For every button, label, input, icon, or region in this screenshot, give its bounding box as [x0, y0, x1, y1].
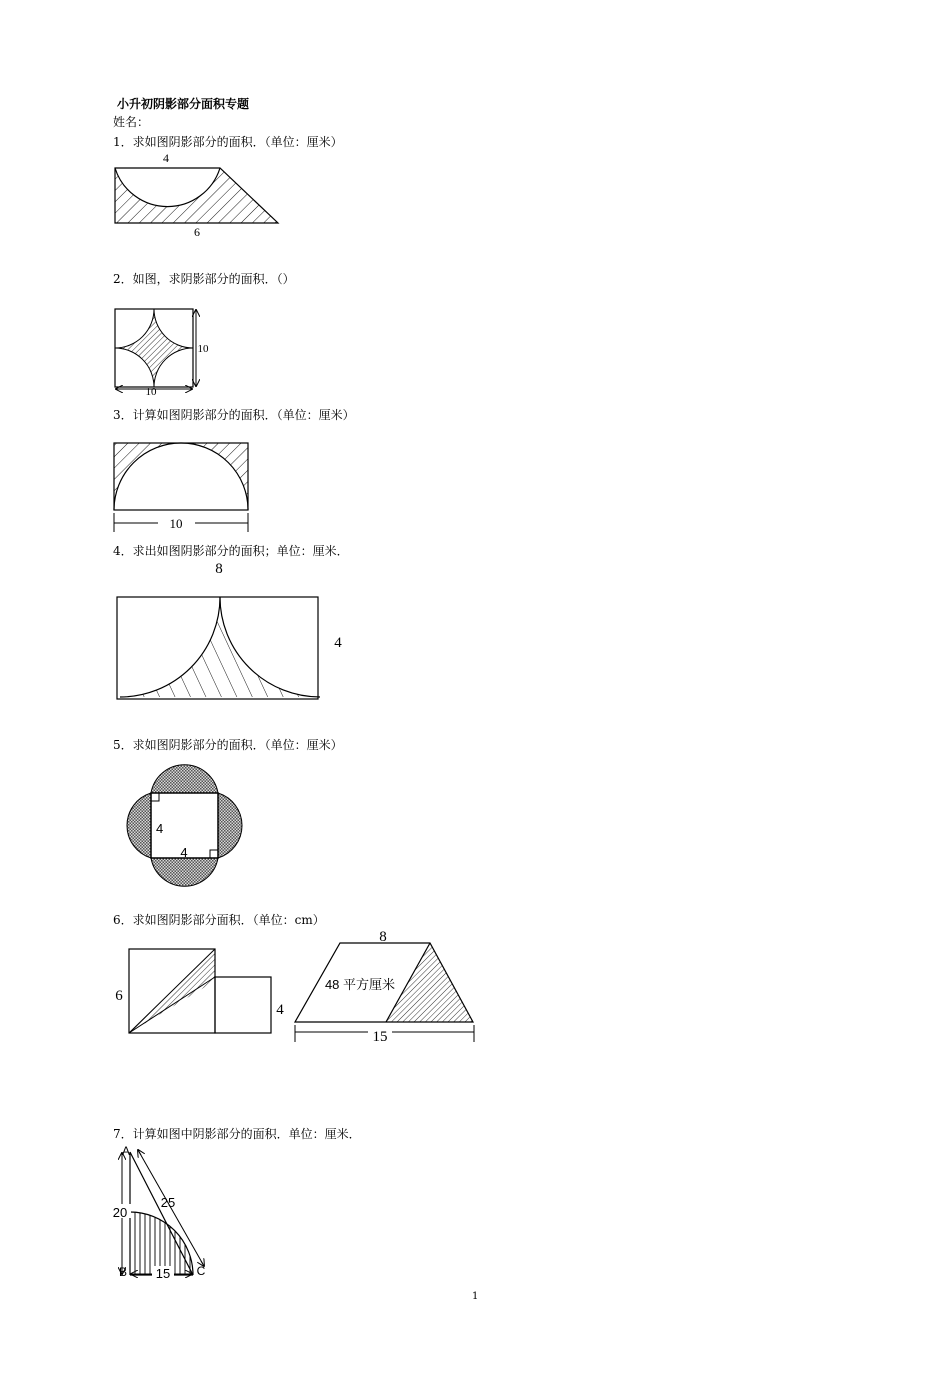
problem-3-label-bottom: 10: [169, 516, 183, 531]
problem-7-label-hyp: 25: [160, 1195, 176, 1210]
problem-4-figure: [110, 558, 360, 703]
problem-2-figure: [110, 305, 215, 400]
problem-5-text: 5．求如图阴影部分的面积．（单位：厘米）: [113, 738, 343, 752]
problem-5-figure: [110, 755, 260, 895]
problem-1-figure: [110, 150, 290, 240]
problem-4-text: 4．求出如图阴影部分的面积；单位：厘米．: [113, 544, 349, 558]
problem-5-label-left: 4: [156, 821, 164, 836]
problem-5-label-bottom: 4: [180, 845, 188, 860]
problem-1-label-bottom: 6: [194, 225, 200, 239]
problem-6-label-bottom: 15: [372, 1029, 388, 1045]
problem-2-text: 2．如图，求阴影部分的面积．（）: [113, 272, 295, 286]
point-a-label: A: [121, 1144, 131, 1158]
problem-1-label-top: 4: [163, 151, 169, 165]
problem-6-label-area: 48 平方厘米: [324, 977, 396, 992]
problem-3-text: 3．计算如图阴影部分的面积．（单位：厘米）: [113, 408, 355, 422]
problem-2-label-bottom: 10: [145, 386, 157, 398]
name-label: 姓名：: [113, 115, 150, 129]
problem-4-label-top: 8: [215, 561, 223, 577]
problem-4-label-right: 4: [334, 635, 342, 651]
problem-6-label-right: 4: [276, 1002, 284, 1018]
page-title: 小升初阴影部分面积专题: [117, 97, 250, 111]
problem-3-figure: [110, 438, 255, 538]
problem-7-label-bottom: 15: [155, 1266, 171, 1281]
problem-6-figure-right: [290, 925, 480, 1050]
problem-7-figure: [108, 1142, 223, 1282]
problem-7-text: 7．计算如图中阴影部分的面积．单位：厘米．: [113, 1127, 361, 1141]
problem-6-label-left: 6: [115, 988, 123, 1004]
problem-6-text: 6．求如图阴影部分面积．（单位：cm）: [113, 913, 325, 927]
point-b-label: B: [118, 1265, 128, 1279]
problem-1-text: 1．求如图阴影部分的面积．（单位：厘米）: [113, 135, 343, 149]
problem-6-figure-left: [110, 945, 290, 1040]
problem-6-label-top: 8: [379, 929, 387, 945]
point-c-label: C: [196, 1264, 206, 1278]
problem-2-label-right: 10: [197, 343, 209, 355]
problem-7-label-left: 20: [112, 1205, 128, 1220]
page-number: 1: [472, 1291, 479, 1302]
